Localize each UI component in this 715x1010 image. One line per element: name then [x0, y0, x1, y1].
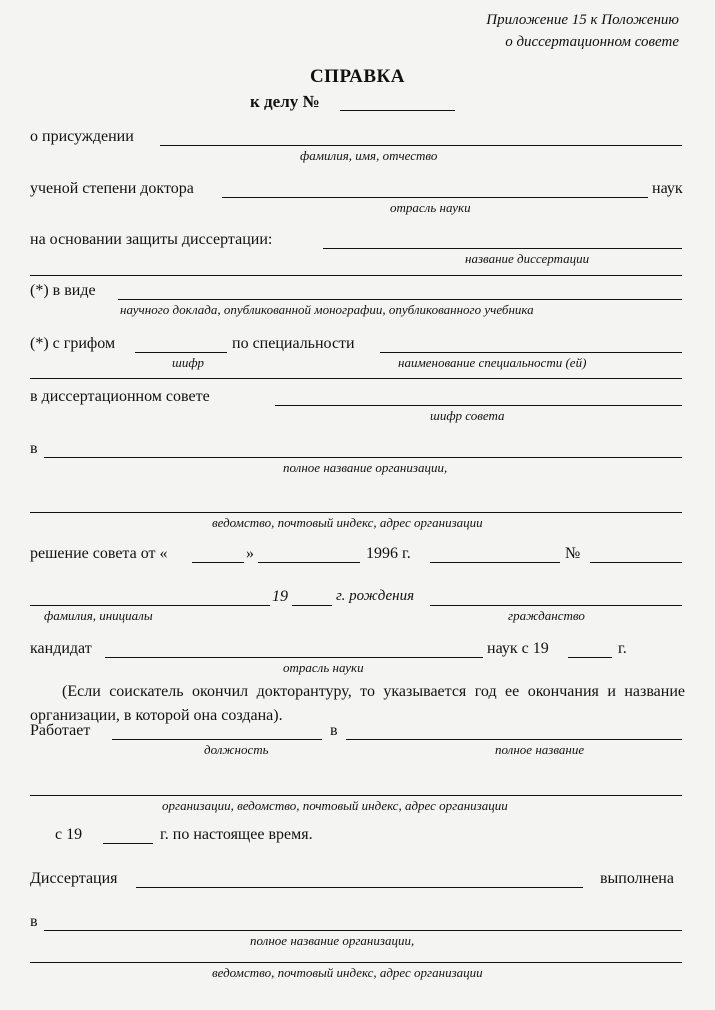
- org-name-field[interactable]: [44, 457, 682, 458]
- works-label: Работает: [30, 722, 91, 739]
- degree-label: ученой степени доктора: [30, 180, 194, 197]
- since-year-field[interactable]: [103, 843, 153, 844]
- workplace-caption: полное название: [495, 742, 585, 757]
- org-in-label: в: [30, 440, 38, 457]
- science-branch-field[interactable]: [222, 197, 648, 198]
- org-address-caption: ведомство, почтовый индекс, адрес организации: [212, 515, 483, 530]
- candidate-science-label: наук с 19: [487, 640, 549, 657]
- case-number-field[interactable]: [340, 110, 455, 111]
- document-title: СПРАВКА: [309, 66, 406, 87]
- diss-label: Диссертация: [30, 870, 118, 887]
- candidate-label: кандидат: [30, 640, 92, 657]
- decision-day-field[interactable]: [192, 562, 244, 563]
- diss-in-label: в: [30, 913, 38, 930]
- dissertation-title-field[interactable]: [323, 248, 682, 249]
- specialty-label: по специальности: [232, 335, 355, 352]
- award-label: о присуждении: [30, 128, 134, 145]
- grif-code-caption: шифр: [172, 355, 205, 370]
- appendix-header: [486, 9, 679, 53]
- birth-century: 19: [272, 588, 288, 605]
- diss-org-field[interactable]: [44, 930, 682, 931]
- diss-org-address-field[interactable]: [30, 962, 682, 963]
- candidate-branch-field[interactable]: [105, 657, 483, 658]
- appendix-line-1: Приложение 15 к Положению: [486, 12, 679, 28]
- citizenship-caption: гражданство: [508, 608, 585, 623]
- birth-label: г. рождения: [336, 588, 415, 604]
- workplace-field[interactable]: [346, 739, 682, 740]
- doctoral-note: (Если соискатель окончил докторантуру, то указывается год ее окончания и название организации, в которой она создана).: [30, 683, 685, 724]
- full-name-caption: фамилия, имя, отчество: [300, 148, 438, 163]
- since-label: с 19: [55, 826, 83, 843]
- diss-field[interactable]: [136, 887, 583, 888]
- diss-org-caption: полное название организации,: [250, 933, 415, 948]
- candidate-year-suffix: г.: [618, 640, 627, 657]
- org-name-caption: полное название организации,: [283, 460, 448, 475]
- grif-label: (*) с грифом: [30, 335, 116, 352]
- diss-org-address-caption: ведомство, почтовый индекс, адрес организации: [212, 965, 483, 980]
- appendix-line-2: о диссертационном совете: [505, 34, 679, 50]
- dissertation-title-field-2[interactable]: [30, 275, 682, 276]
- citizenship-field[interactable]: [430, 605, 682, 606]
- publication-form-field[interactable]: [118, 299, 682, 300]
- decision-number-label: №: [565, 545, 581, 562]
- decision-year: 1996 г.: [366, 545, 411, 562]
- specialty-name-field[interactable]: [380, 352, 682, 353]
- decision-gap-field[interactable]: [430, 562, 560, 563]
- specialty-name-caption: наименование специальности (ей): [398, 355, 587, 370]
- surname-field[interactable]: [30, 605, 270, 606]
- workplace-address-caption: организации, ведомство, почтовый индекс, адрес организации: [162, 798, 508, 813]
- since-end-label: г. по настоящее время.: [160, 826, 313, 843]
- specialty-name-field-2[interactable]: [30, 378, 682, 379]
- dissertation-title-caption: название диссертации: [465, 251, 590, 266]
- science-branch-caption: отрасль науки: [390, 200, 471, 215]
- decision-number-field[interactable]: [590, 562, 682, 563]
- form-label: (*) в виде: [30, 282, 96, 299]
- grif-code-field[interactable]: [135, 352, 227, 353]
- decision-quote: »: [246, 545, 254, 562]
- council-code-caption: шифр совета: [430, 408, 505, 423]
- degree-science-label: наук: [652, 180, 683, 197]
- diss-done-label: выполнена: [600, 870, 674, 887]
- org-address-field[interactable]: [30, 512, 682, 513]
- works-in-label: в: [330, 722, 338, 739]
- birth-year-field[interactable]: [292, 605, 332, 606]
- full-name-field[interactable]: [160, 145, 682, 146]
- position-field[interactable]: [112, 739, 322, 740]
- publication-form-caption: научного доклада, опубликованной монографии, опубликованного учебника: [120, 302, 534, 317]
- basis-label: на основании защиты диссертации:: [30, 231, 273, 248]
- position-caption: должность: [204, 742, 269, 757]
- council-code-field[interactable]: [275, 405, 682, 406]
- candidate-branch-caption: отрасль науки: [283, 660, 364, 675]
- council-label: в диссертационном совете: [30, 388, 210, 405]
- decision-label: решение совета от «: [30, 545, 168, 562]
- workplace-address-field[interactable]: [30, 795, 682, 796]
- candidate-year-field[interactable]: [568, 657, 612, 658]
- case-number-label: к делу №: [250, 92, 320, 111]
- surname-caption: фамилия, инициалы: [44, 608, 153, 623]
- decision-month-field[interactable]: [258, 562, 360, 563]
